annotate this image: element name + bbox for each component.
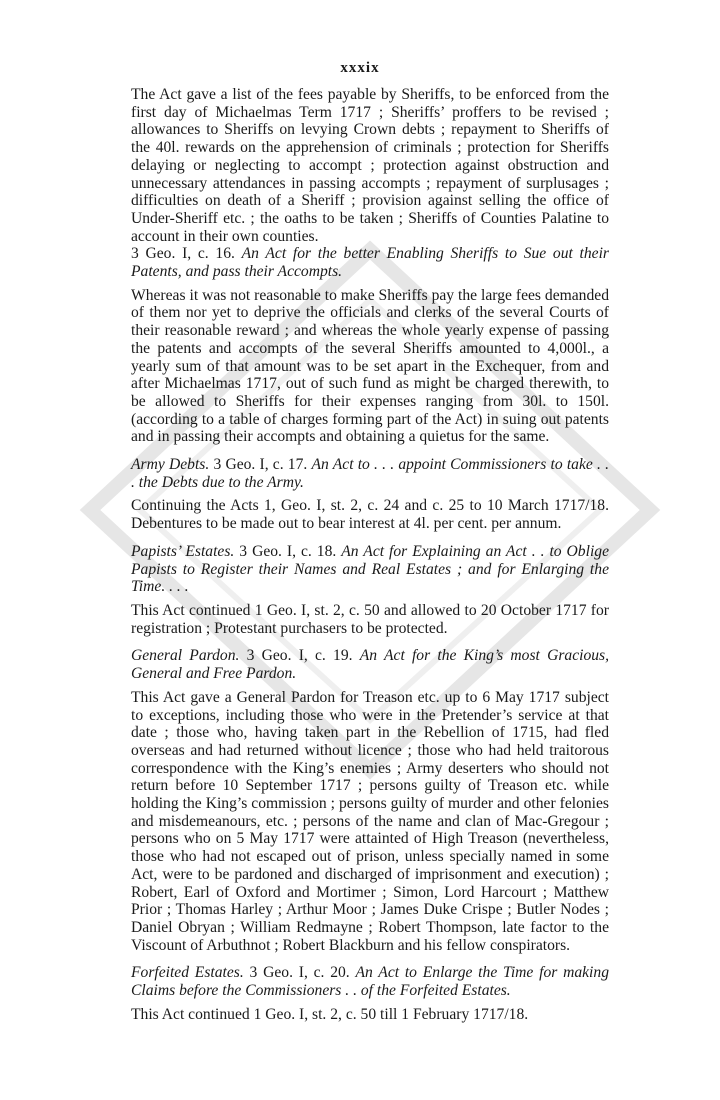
act-entry-general-pardon [131, 647, 609, 682]
act-citation: 3 Geo. I, c. 16. [131, 245, 235, 263]
paragraph-text: Continuing the Acts 1, Geo. I, st. 2, c. 24 and c. 25 to 10 March 1717/18. Debentures to be made out to bear interest at 4l. per cent. per annum. [131, 497, 609, 533]
section-heading: Forfeited Estates. [131, 964, 244, 982]
act-title: An Act for the King’s most Gracious, General and Free Pardon. [131, 647, 610, 683]
act-title: An Act for Explaining an Act . . to Oblige Papists to Register their Names and Real Estates ; and for Enlarging the Time. . . . [131, 542, 609, 596]
paragraph-forfeited-estates [131, 1006, 609, 1024]
act-citation: 3 Geo. I, c. 18. [239, 542, 337, 560]
act-title: An Act to Enlarge the Time for making Claims before the Commissioners . . of the Forfeited Estates. [131, 964, 609, 1000]
page-number: xxxix [340, 60, 380, 76]
paragraph-army-debts [131, 497, 609, 532]
paragraph-whereas [131, 287, 609, 446]
act-citation: 3 Geo. I, c. 19. [246, 647, 353, 665]
act-title: An Act to . . . appoint Commissioners to take . . . the Debts due to the Army. [131, 456, 610, 491]
paragraph-text: This Act gave a General Pardon for Treason etc. up to 6 May 1717 subject to exceptions, including those who were in the Pretender’s service at that date ; those who, having taken part in the Rebellion of 1715, had fled overseas and had returned without licence ; those who had held traitorous correspondence with the King’s enemies ; Army deserters who should not return before 10 September 1717 ; persons guilty of Treason etc. while holding the King’s commission ; persons guilty of murder and other felonies and misdemeanours, etc. ; persons of the name and clan of Mac-Gregour ; persons who on 5 May 1717 were attainted of High Treason (nevertheless, those who had not escaped out of prison, unless specially named in some Act, were to be pardoned and discharged of imprisonment and execution) ; Robert, Earl of Oxford and Mortimer ; Simon, Lord Harcourt ; Matthew Prior ; Thomas Harley ; Arthur Moor ; James Duke Crispe ; Butler Nodes ; Daniel Obryan ; William Redmayne ; Robert Thompson, late factor to the Viscount of Arbuthnot ; Robert Blackburn and his fellow conspirators. [131, 688, 609, 954]
act-entry-forfeited-estates [131, 964, 609, 999]
act-entry-army-debts [131, 456, 609, 491]
paragraph-sheriffs-fees [131, 86, 609, 245]
act-entry-papists-estates [131, 543, 609, 596]
section-heading: Papists’ Estates. [131, 542, 235, 560]
page-body [131, 86, 609, 1023]
act-title: An Act for the better Enabling Sheriffs to Sue out their Patents, and pass their Accompts. [131, 245, 610, 281]
paragraph-general-pardon [131, 689, 609, 955]
section-heading: General Pardon. [131, 647, 240, 665]
section-heading: Army Debts. [131, 456, 210, 474]
paragraph-text: The Act gave a list of the fees payable by Sheriffs, to be enforced from the first day of Michaelmas Term 1717 ; Sheriffs’ proffers to be revised ; allowances to Sheriffs on levying Crown debts ; repayment to Sheriffs of the 40l. rewards on the apprehension of criminals ; protection for Sheriffs delaying or neglecting to accompt ; protection against obstruction and unnecessary attendances in passing accompts ; repayment of surplusages ; difficulties on death of a Sheriff ; provision against selling the office of Under-Sheriff etc. ; the oaths to be taken ; Sheriffs of Counties Palatine to account in their own counties. [131, 86, 609, 245]
paragraph-text: Whereas it was not reasonable to make Sheriffs pay the large fees demanded of them nor yet to deprive the officials and clerks of the several Courts of their reasonable reward ; and whereas the whole yearly expense of passing the patents and accompts of the several Sheriffs amounted to 4,000l., a yearly sum of that amount was to be set apart in the Exchequer, from and after Michaelmas 1717, out of such fund as might be charged therewith, to be allowed to Sheriffs for their expenses ranging from 30l. to 150l. (according to a table of charges forming part of the Act) in suing out patents and in passing their accompts and obtaining a quietus for the same. [131, 286, 609, 446]
act-entry-c16 [131, 245, 609, 280]
paragraph-papists-estates [131, 602, 609, 637]
paragraph-text: This Act continued 1 Geo. I, st. 2, c. 50 and allowed to 20 October 1717 for registration ; Protestant purchasers to be protected. [131, 601, 609, 637]
act-citation: 3 Geo. I, c. 20. [249, 964, 350, 982]
paragraph-text: This Act continued 1 Geo. I, st. 2, c. 50 till 1 February 1717/18. [131, 1005, 529, 1023]
act-citation: 3 Geo. I, c. 17. [213, 456, 308, 474]
